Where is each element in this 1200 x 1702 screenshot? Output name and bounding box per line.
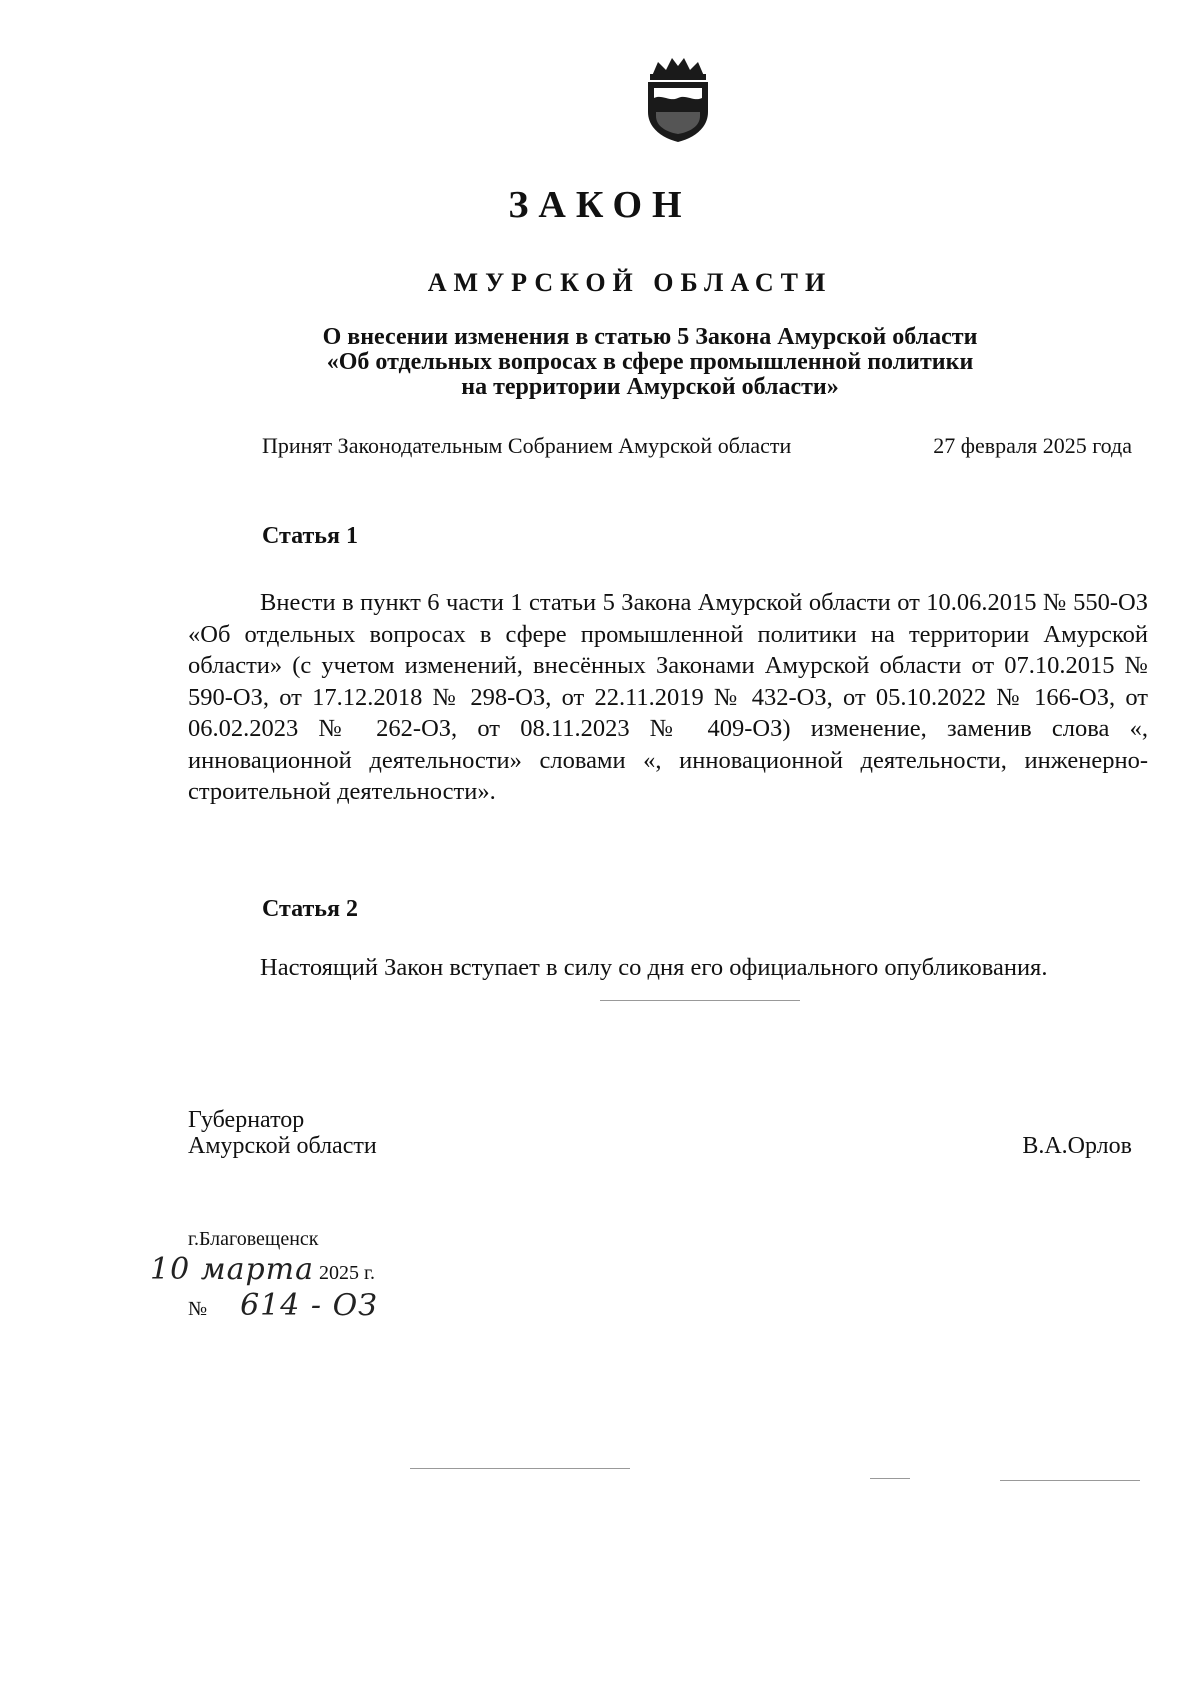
article-1-title: Статья 1 <box>262 523 358 549</box>
place-of-signing: г.Благовещенск <box>188 1228 319 1250</box>
adoption-line <box>262 433 1132 459</box>
document-title: ЗАКОН <box>508 184 692 226</box>
signatory-position <box>188 1107 377 1159</box>
adopted-by: Принят Законодательным Собранием Амурской области <box>262 433 792 458</box>
law-heading <box>230 325 1070 400</box>
number-label: № <box>188 1298 208 1320</box>
coat-of-arms-emblem-icon <box>638 54 718 144</box>
article-2-text: Настоящий Закон вступает в силу со дня его официального опубликования. <box>260 954 1048 981</box>
article-1-text: Внести в пункт 6 части 1 статьи 5 Закона Амурской области от 10.06.2015 № 550-ОЗ «Об отдельных вопросах в сфере промышленной политики на территории Амурской области» (с учетом изменений, внесённых Законами Амурской области от 07.10.2015 № 590-ОЗ, от 17.12.2018 № 298-ОЗ, от 22.11.2019 № 432-ОЗ, от 05.10.2022 № 166-ОЗ, от 06.02.2023 № 262-ОЗ, от 08.11.2023 № 409-ОЗ) изменение, заменив слова «, инновационной деятельности» словами «, инновационной деятельности, инженерно-строительной деятельности». <box>188 589 1148 805</box>
scan-artifact <box>600 1000 800 1001</box>
handwritten-date: 10 марта <box>150 1252 315 1287</box>
heading-line: О внесении изменения в статью 5 Закона Амурской области <box>322 324 978 350</box>
position-line: Амурской области <box>188 1133 377 1159</box>
position-line: Губернатор <box>188 1107 305 1133</box>
scan-artifact <box>1000 1480 1140 1481</box>
signing-date <box>150 1252 375 1287</box>
date-year: 2025 г. <box>314 1262 375 1284</box>
handwritten-number: 614 - ОЗ <box>240 1288 378 1323</box>
document-subtitle: АМУРСКОЙ ОБЛАСТИ <box>427 268 833 297</box>
heading-line: «Об отдельных вопросах в сфере промышленной политики <box>326 349 974 375</box>
law-number <box>188 1288 378 1323</box>
scan-artifact <box>410 1468 630 1469</box>
adopted-date: 27 февраля 2025 года <box>933 433 1132 458</box>
article-2-title: Статья 2 <box>262 896 358 922</box>
heading-line: на территории Амурской области» <box>461 374 839 400</box>
scan-artifact <box>870 1478 910 1479</box>
signatory-name: В.А.Орлов <box>1022 1133 1132 1159</box>
